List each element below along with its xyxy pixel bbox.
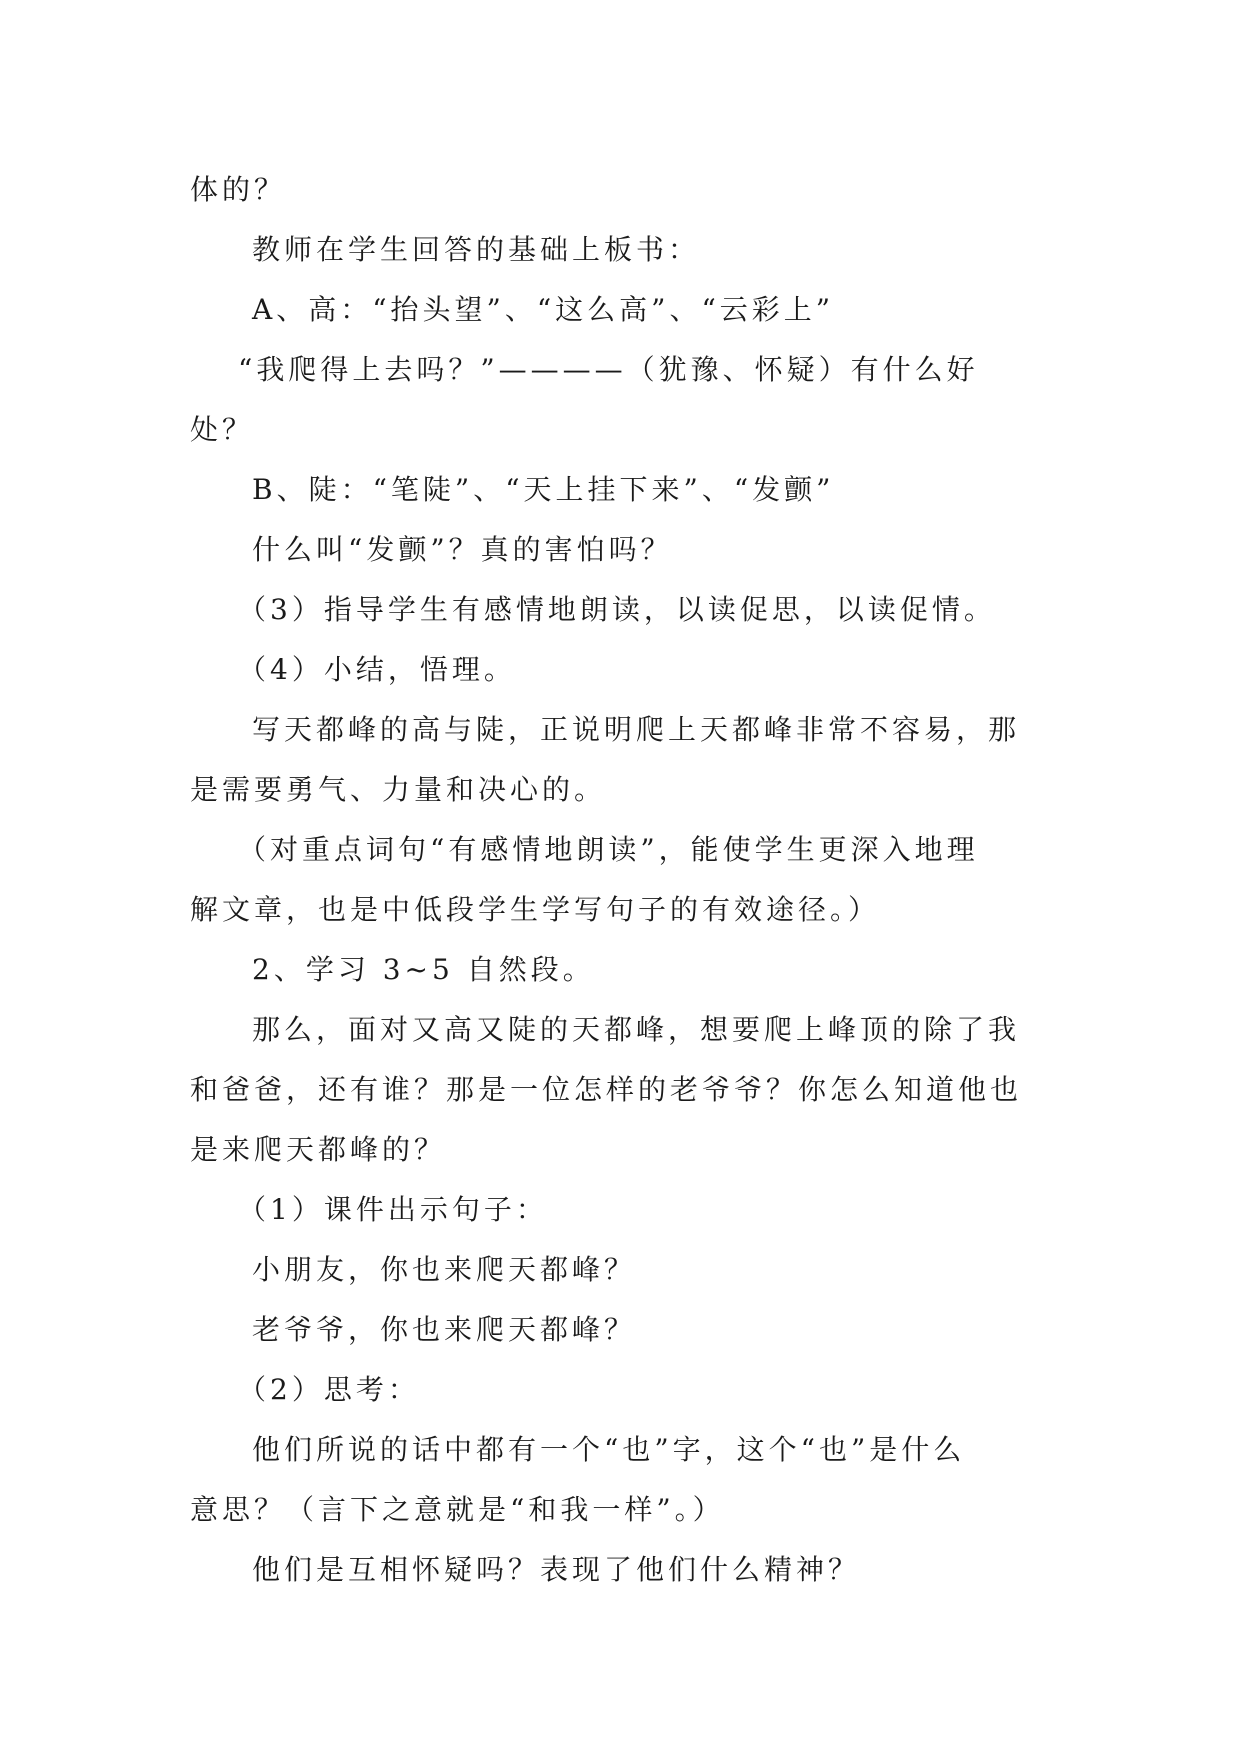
text-line: 他们是互相怀疑吗？表现了他们什么精神？ [252,1553,861,1586]
text-line: 老爷爷，你也来爬天都峰？ [252,1313,637,1346]
text-line: （3）指导学生有感情地朗读，以读促思，以读促情。 [238,593,996,626]
text-line: （对重点词句“有感情地朗读”，能使学生更深入地理 [238,833,979,866]
text-line: 体的？ [190,173,287,206]
text-line: 处？ [190,413,255,446]
text-line: 小朋友，你也来爬天都峰？ [252,1253,637,1286]
text-line: 2、学习 3~5 自然段。 [252,953,595,986]
text-line: 解文章，也是中低段学生学写句子的有效途径。） [190,893,881,926]
text-line: 写天都峰的高与陡，正说明爬上天都峰非常不容易，那 [252,713,1021,746]
text-line: 他们所说的话中都有一个“也”字，这个“也”是什么 [252,1433,966,1466]
text-line: A、高：“抬头望”、“这么高”、“云彩上” [252,293,835,326]
text-line: 意思？（言下之意就是“和我一样”。） [190,1493,725,1526]
text-line: 那么，面对又高又陡的天都峰，想要爬上峰顶的除了我 [252,1013,1021,1046]
text-line: 和爸爸，还有谁？那是一位怎样的老爷爷？你怎么知道他也 [190,1073,1023,1106]
text-line: （1）课件出示句子： [238,1193,548,1226]
document-body [190,160,1050,1600]
text-line: 教师在学生回答的基础上板书： [252,233,701,266]
text-line: 是来爬天都峰的？ [190,1133,447,1166]
text-line: “我爬得上去吗？”————（犹豫、怀疑）有什么好 [238,353,979,386]
text-line: 是需要勇气、力量和决心的。 [190,773,607,806]
text-line: （2）思考： [238,1373,420,1406]
text-line: 什么叫“发颤”？真的害怕吗？ [252,533,673,566]
text-line: （4）小结，悟理。 [238,653,516,686]
text-line: B、陡：“笔陡”、“天上挂下来”、“发颤” [252,473,835,506]
